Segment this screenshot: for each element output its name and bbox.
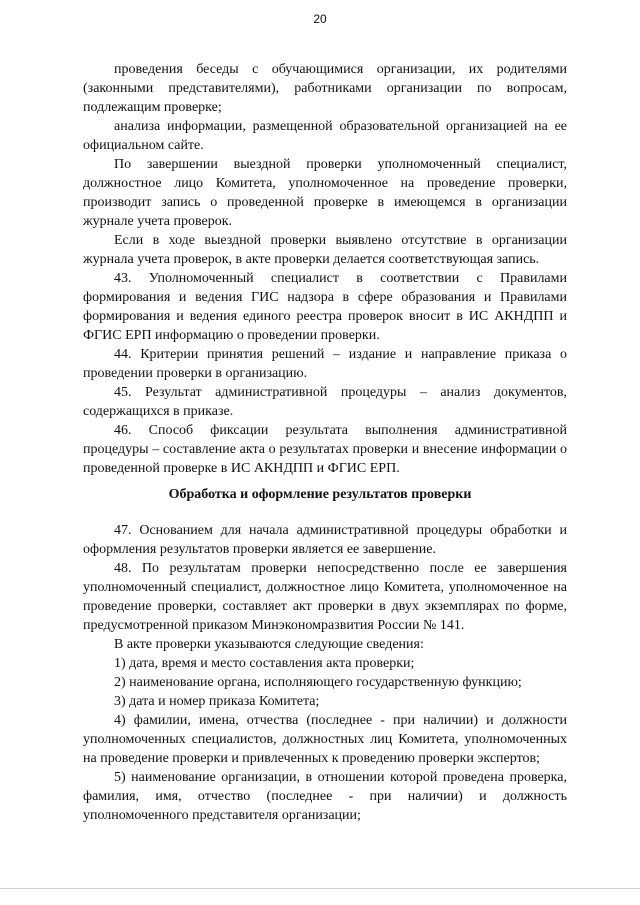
list-item-4: 4) фамилии, имена, отчества (последнее - при наличии) и должности уполномоченных специалистов, должностных лиц Комитета, уполномоченных на проведение проверки и привлеченных к проведению проверки экспертов; [83,713,567,766]
paragraph-45: 45. Результат административной процедуры – анализ документов, содержащихся в приказе. [83,385,567,419]
paragraph-44: 44. Критерии принятия решений – издание и направление приказа о проведении проверки в организацию. [83,347,567,381]
page-number: 20 [313,12,327,26]
paragraph-conversation: проведения беседы с обучающимися организации, их родителями (законными представителями), работниками организации по вопросам, подлежащим проверке; [83,62,567,115]
paragraph-act-contents-intro: В акте проверки указываются следующие сведения: [114,637,424,652]
page-edge-line [0,888,640,889]
paragraph-website-analysis: анализа информации, размещенной образовательной организацией на ее официальном сайте. [83,119,567,153]
list-item-2: 2) наименование органа, исполняющего государственную функцию; [114,675,522,690]
text-block-bottom [83,521,567,825]
text-block-top [83,60,567,478]
paragraph-43: 43. Уполномоченный специалист в соответствии с Правилами формирования и ведения ГИС надзора в сфере образования и Правилами формирования и ведения единого реестра проверок вносит в ИС АКНДПП и ФГИС ЕРП информацию о проведении проверки. [83,271,567,343]
list-item-1: 1) дата, время и место составления акта проверки; [114,656,415,671]
list-item-5: 5) наименование организации, в отношении которой проведена проверка, фамилия, имя, отчество (последнее - при наличии) и должность уполномоченного представителя организации; [83,770,567,823]
paragraph-journal-absent: Если в ходе выездной проверки выявлено отсутствие в организации журнала учета проверок, в акте проверки делается соответствующая запись. [83,233,567,267]
list-item-3: 3) дата и номер приказа Комитета; [114,694,320,709]
paragraph-47: 47. Основанием для начала административной процедуры обработки и оформления результатов проверки является ее завершение. [83,523,567,557]
section-title: Обработка и оформление результатов проверки [168,487,472,502]
paragraph-journal-record: По завершении выездной проверки уполномоченный специалист, должностное лицо Комитета, уполномоченное на проведение проверки, производит запись о проведенной проверке в имеющемся в организации журнале учета проверок. [83,157,567,229]
paragraph-46: 46. Способ фиксации результата выполнения административной процедуры – составление акта о результатах проверки и внесение информации о проведенной проверке в ИС АКНДПП и ФГИС ЕРП. [83,423,567,476]
paragraph-48: 48. По результатам проверки непосредственно после ее завершения уполномоченный специалист, должностное лицо Комитета, уполномоченное на проведение проверки, составляет акт проверки в двух экземплярах по форме, предусмотренной приказом Минэкономразвития России № 141. [83,561,567,633]
